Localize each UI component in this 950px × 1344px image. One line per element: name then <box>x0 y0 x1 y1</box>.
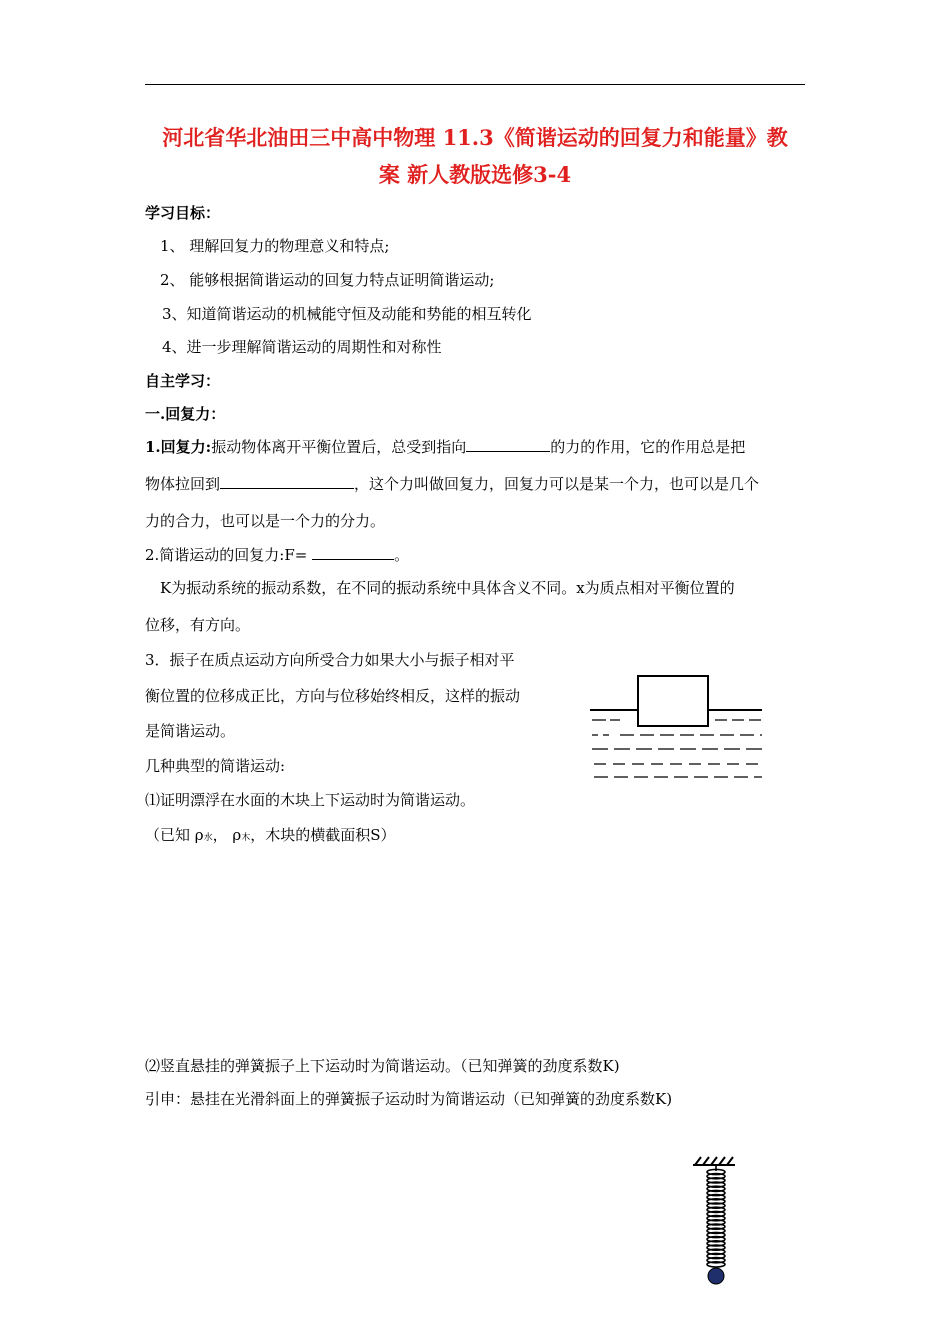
paragraph-2-line-1: 2.简谐运动的回复力:F= 。 <box>145 546 410 564</box>
hanging-spring-diagram <box>685 1155 745 1290</box>
typical-heading: 几种典型的简谐运动: <box>145 757 286 775</box>
ceiling-support <box>693 1157 735 1165</box>
paragraph-1-line-1: 1.回复力:振动物体离开平衡位置后，总受到指向 的力的作用，它的作用总是把 <box>145 438 746 456</box>
document-title-line-1: 河北省华北油田三中高中物理 11.3《简谐运动的回复力和能量》教 <box>162 125 788 150</box>
goal-item-3: 3、知道简谐运动的机械能守恒及动能和势能的相互转化 <box>162 305 532 323</box>
goal-item-4: 4、进一步理解简谐运动的周期性和对称性 <box>162 338 442 356</box>
goal-item-1: 1、 理解回复力的物理意义和特点; <box>160 237 390 255</box>
paragraph-1-line-2: 物体拉回到 ，这个力叫做回复力，回复力可以是某一个力，也可以是几个 <box>145 475 760 493</box>
spring <box>707 1169 725 1267</box>
paragraph-2-line-2: K为振动系统的振动系数，在不同的振动系统中具体含义不同。x为质点相对平衡位置的 <box>160 579 735 597</box>
paragraph-1-line-3: 力的合力，也可以是一个力的分力。 <box>145 512 386 530</box>
question-3: 引申：悬挂在光滑斜面上的弹簧振子运动时为简谐运动（已知弹簧的劲度系数K) <box>145 1090 673 1108</box>
document-title-line-2: 案 新人教版选修3-4 <box>378 162 572 187</box>
question-1-given: （已知 ρ水， ρ木，木块的横截面积S） <box>145 826 396 844</box>
floating-block-diagram <box>580 665 775 790</box>
paragraph-3-line-3: 是简谐运动。 <box>145 722 236 740</box>
goal-item-2: 2、 能够根据简谐运动的回复力特点证明简谐运动; <box>160 271 495 289</box>
self-study-heading: 自主学习： <box>145 372 221 390</box>
question-1: ⑴证明漂浮在水面的木块上下运动时为简谐运动。 <box>145 791 476 809</box>
paragraph-3-line-2: 衡位置的位移成正比，方向与位移始终相反，这样的振动 <box>145 687 521 705</box>
wooden-block <box>638 676 708 726</box>
question-2: ⑵竖直悬挂的弹簧振子上下运动时为简谐运动。（已知弹簧的劲度系数K) <box>145 1057 620 1075</box>
paragraph-2-line-3: 位移，有方向。 <box>145 616 251 634</box>
paragraph-3-line-1: 3．振子在质点运动方向所受合力如果大小与振子相对平 <box>145 651 515 669</box>
header-rule <box>145 84 805 85</box>
fill-blank-3[interactable] <box>312 545 394 560</box>
paragraph-1-label: 1.回复力: <box>145 438 212 456</box>
fill-blank-2[interactable] <box>220 474 354 489</box>
goals-heading: 学习目标： <box>145 204 221 222</box>
oscillator-ball <box>708 1268 724 1284</box>
fill-blank-1[interactable] <box>466 437 550 452</box>
section-1-heading: 一.回复力： <box>145 405 226 423</box>
water-lines <box>592 720 762 777</box>
spring-coil <box>707 1262 725 1267</box>
